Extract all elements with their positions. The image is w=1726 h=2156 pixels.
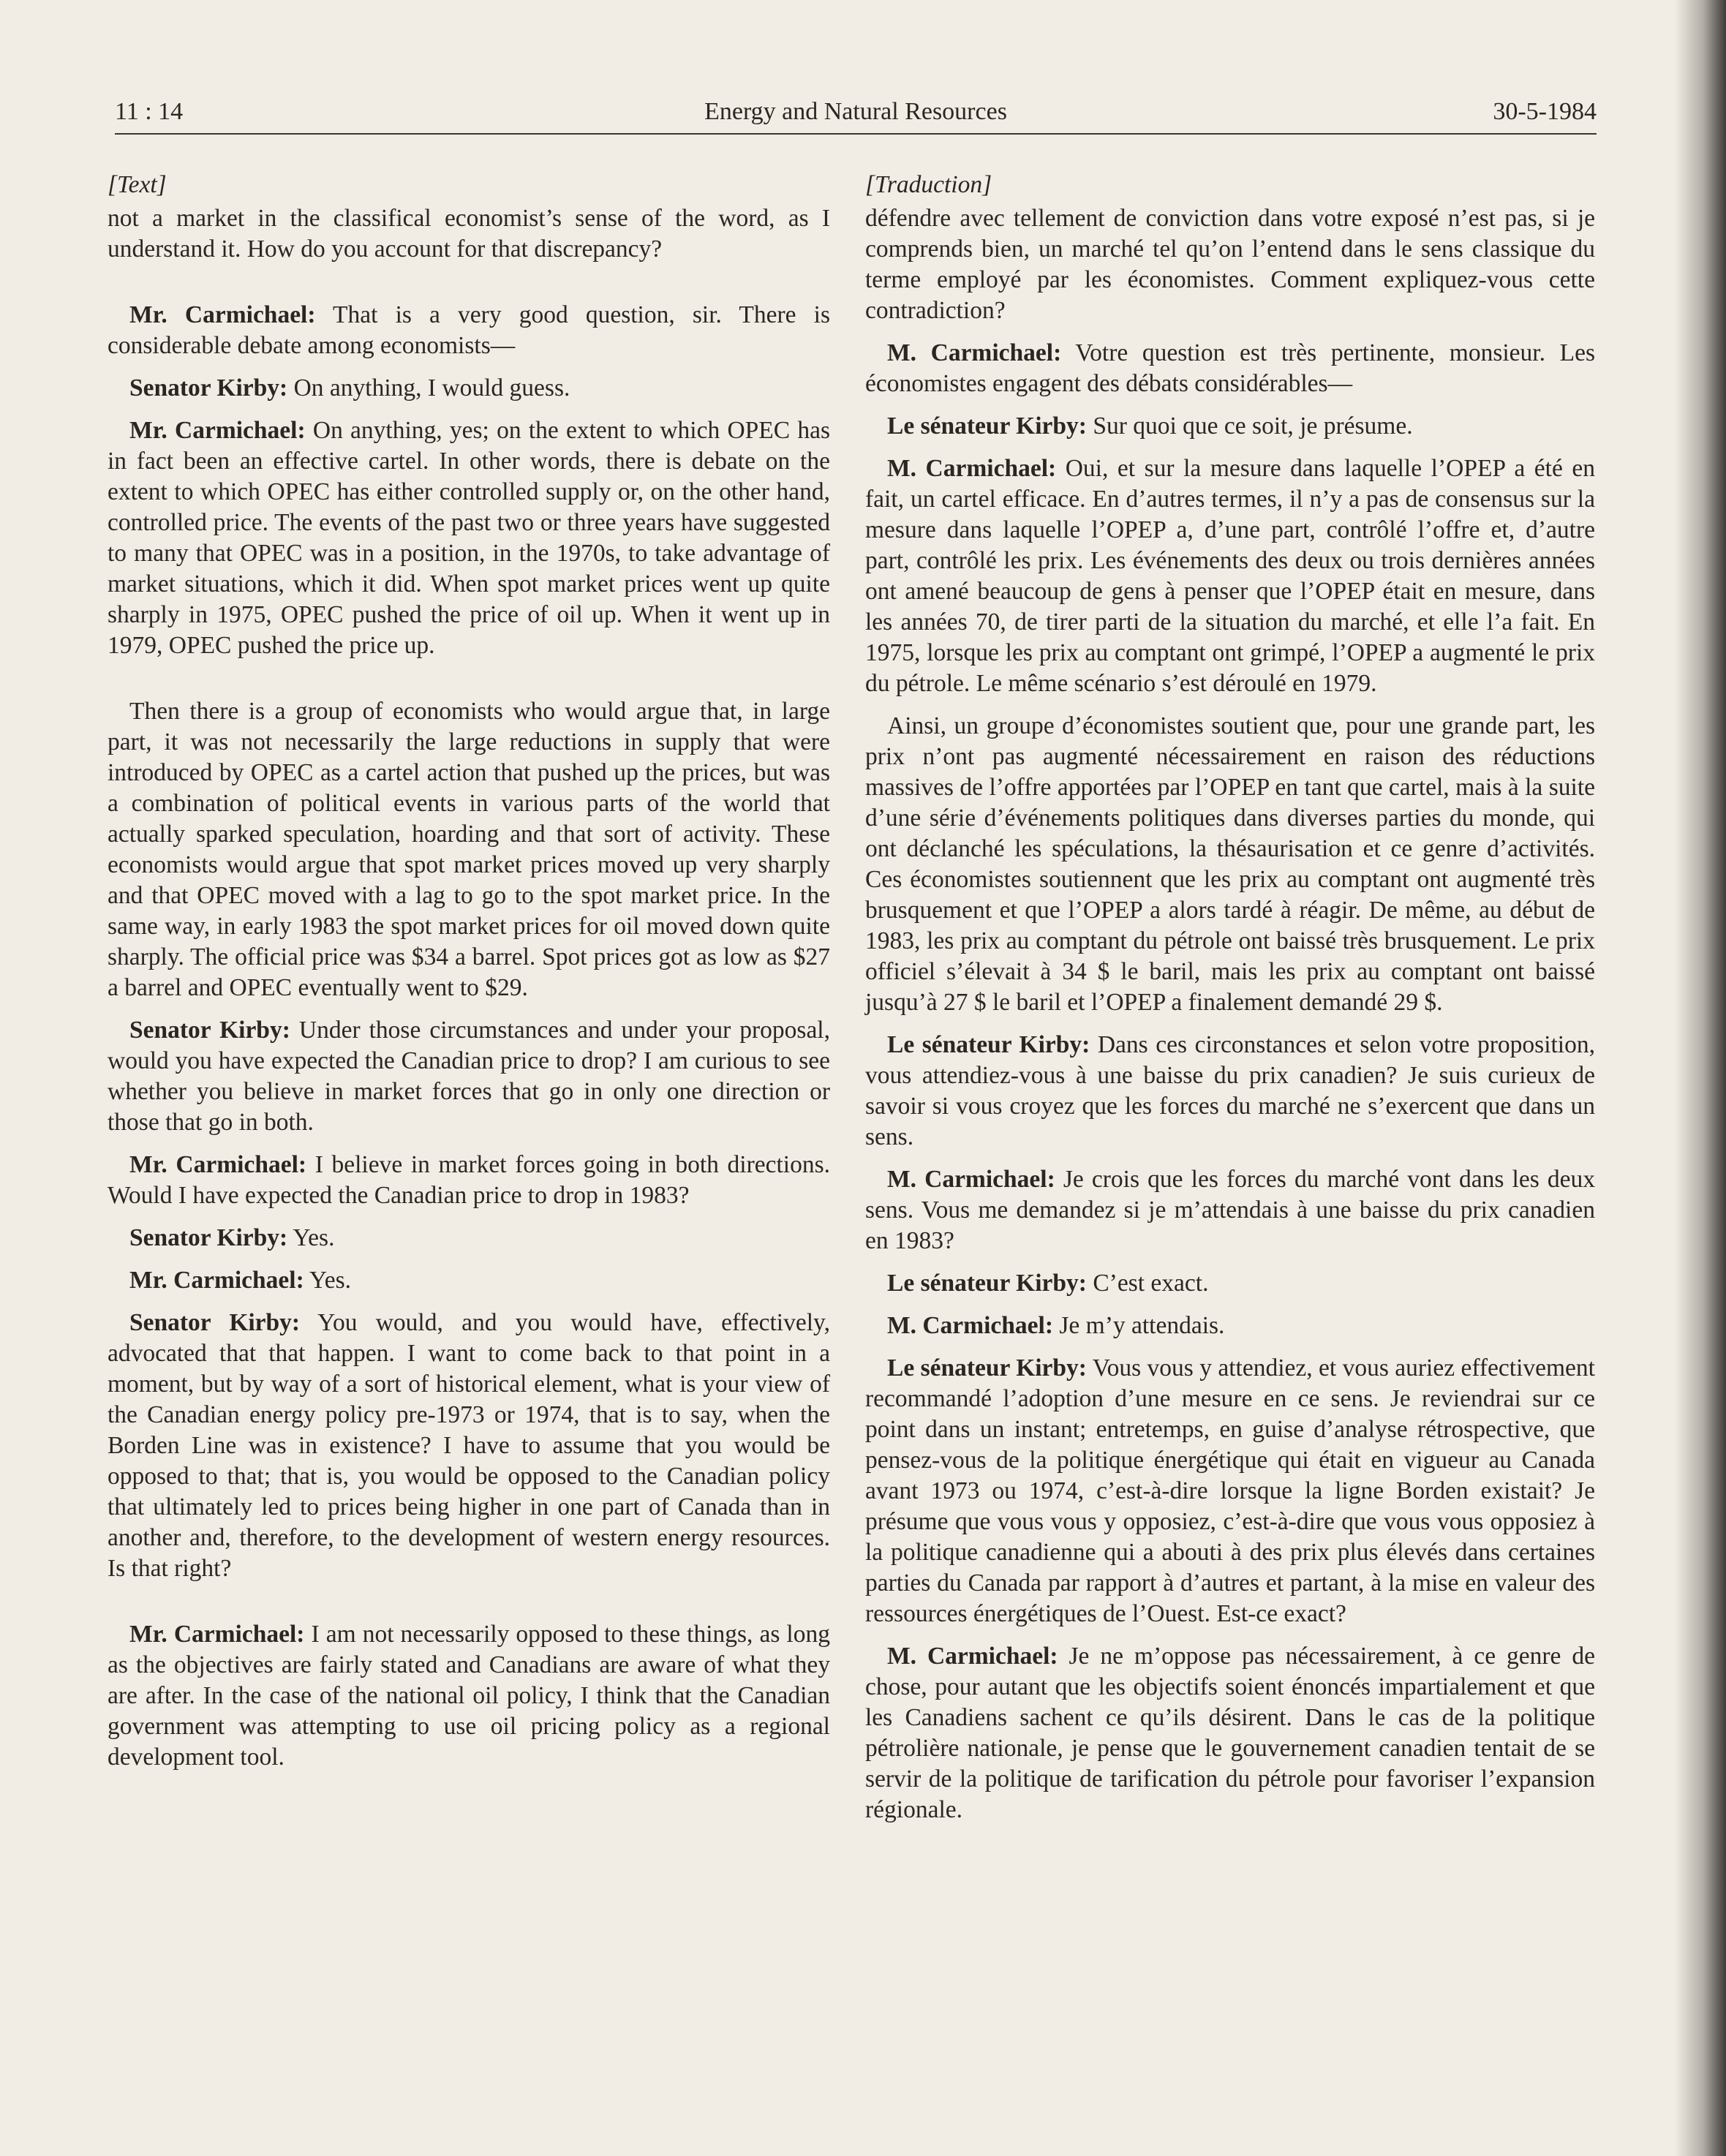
paragraph: Then there is a group of economists who would argue that, in large part, it was not necessarily the large reductions in supply that were introduced by OPEC as a cartel action that pushed up the prices, but was a combination of political events in various parts of the world that actually sparked speculation, hoarding and that sort of activity. These economists would argue that spot market prices moved up very sharply and that OPEC moved with a lag to go to the spot market price. In the same way, in early 1983 the spot market prices for oil moved down quite sharply. The official price was $34 a barrel. Spot prices got as low as $27 a barrel and OPEC eventually went to $29.	[108, 698, 830, 1001]
paragraph: Le sénateur Kirby: Sur quoi que ce soit, je présume.	[887, 412, 1413, 440]
speaker-name: Mr. Carmichael:	[129, 1151, 307, 1178]
paragraph: Le sénateur Kirby: Vous vous y attendiez, et vous auriez effectivement recommandé l’adoption d’une mesure en ce sens. Je reviendrai sur ce point dans un instant; entretemps, en guise d’analyse rétrospective, que pensez-vous de la politique énergétique qui était en vigueur au Canada avant 1973 ou 1974, c’est-à-dire lorsque la ligne Borden existait? Je présume que vous vous y opposiez, c’est-à-dire que vous vous opposiez à la politique canadienne qui a abouti à des prix plus élevés dans certaines parties du Canada par rapport à d’autres et partant, à la mise en valeur des ressources énergétiques de l’Ouest. Est-ce exact?	[865, 1354, 1595, 1627]
speaker-name: Le sénateur Kirby:	[887, 412, 1087, 440]
speaker-name: M. Carmichael:	[887, 1643, 1058, 1670]
speaker-name: Mr. Carmichael:	[129, 417, 306, 444]
paragraph: Le sénateur Kirby: C’est exact.	[887, 1270, 1209, 1297]
speaker-name: Senator Kirby:	[129, 1224, 288, 1251]
page-edge-shadow	[1675, 0, 1726, 2156]
speaker-name: Mr. Carmichael:	[129, 301, 316, 328]
french-column	[865, 170, 1595, 1837]
paragraph: M. Carmichael: Je ne m’oppose pas nécessairement, à ce genre de chose, pour autant que les objectifs soient énoncés impartialement et que les Canadiens sachent ce qu’ils désirent. Dans le cas de la politique pétrolière nationale, je pense que le gouvernement canadien tentait de se servir de la politique de tarification du pétrole pour favoriser l’expansion régionale.	[865, 1643, 1595, 1823]
paragraph: M. Carmichael: Oui, et sur la mesure dans laquelle l’OPEP a été en fait, un cartel efficace. En d’autres termes, il n’y a pas de consensus sur la mesure dans laquelle l’OPEP a, d’une part, contrôlé l’offre et, d’autre part, contrôlé les prix. Les événements des deux ou trois dernières années ont amené beaucoup de gens à penser que l’OPEP était en mesure, dans les années 70, de tirer parti de la situation du marché, et elle l’a fait. En 1975, lorsque les prix au comptant ont grimpé, l’OPEP a augmenté le prix du pétrole. Le même scénario s’est déroulé en 1979.	[865, 455, 1595, 697]
speaker-name: M. Carmichael:	[887, 339, 1062, 366]
paragraph: Senator Kirby: You would, and you would have, effectively, advocated that that happen. I want to come back to that point in a moment, but by way of a sort of historical element, what is your view of the Canadian energy policy pre-1973 or 1974, that is to say, when the Borden Line was in existence? I have to assume that you would be opposed to that; that is, you would be opposed to the Canadian policy that ultimately led to prices being higher in one part of Canada than in another and, therefore, to the development of western energy resources. Is that right?	[108, 1309, 830, 1582]
paragraph: Mr. Carmichael: That is a very good question, sir. There is considerable debate among economists—	[108, 301, 830, 359]
paragraph: M. Carmichael: Votre question est très pertinente, monsieur. Les économistes engagent des débats considérables—	[865, 339, 1595, 397]
page-header	[115, 94, 1597, 135]
speaker-name: Mr. Carmichael:	[129, 1621, 305, 1648]
paragraph: Senator Kirby: Under those circumstances and under your proposal, would you have expected the Canadian price to drop? I am curious to see whether you believe in market forces that go in only one direction or those that go in both.	[108, 1017, 830, 1136]
paragraph: not a market in the classifical economist’s sense of the word, as I understand it. How do you account for that discrepancy?	[108, 205, 830, 263]
speaker-name: M. Carmichael:	[887, 1312, 1053, 1339]
paragraph: Le sénateur Kirby: Dans ces circonstances et selon votre proposition, vous attendiez-vous à une baisse du prix canadien? Je suis curieux de savoir si vous croyez que les forces du marché ne s’exercent que dans un sens.	[865, 1031, 1595, 1150]
paragraph: Senator Kirby: On anything, I would guess.	[129, 374, 570, 402]
speaker-name: M. Carmichael:	[887, 455, 1057, 482]
speaker-name: Le sénateur Kirby:	[887, 1031, 1090, 1058]
paragraph: Mr. Carmichael: I believe in market forces going in both directions. Would I have expected the Canadian price to drop in 1983?	[108, 1151, 830, 1209]
speaker-name: Le sénateur Kirby:	[887, 1270, 1087, 1297]
page-date: 30-5-1984	[1493, 98, 1597, 125]
paragraph: M. Carmichael: Je crois que les forces du marché vont dans les deux sens. Vous me demandez si je m’attendais à une baisse du prix canadien en 1983?	[865, 1166, 1595, 1254]
speaker-name: Senator Kirby:	[129, 1309, 301, 1336]
paragraph: Senator Kirby: Yes.	[129, 1224, 335, 1251]
speaker-name: Senator Kirby:	[129, 374, 288, 402]
speaker-name: Senator Kirby:	[129, 1017, 290, 1044]
english-column	[108, 170, 830, 1784]
paragraph: Mr. Carmichael: I am not necessarily opposed to these things, as long as the objectives are fairly stated and Canadians are aware of what they are after. In the case of the national oil policy, I think that the Canadian government was attempting to use oil pricing policy as a regional development tool.	[108, 1621, 830, 1771]
text-tag: [Text]	[108, 171, 167, 198]
speaker-name: Mr. Carmichael:	[129, 1267, 304, 1294]
paragraph: M. Carmichael: Je m’y attendais.	[887, 1312, 1225, 1339]
speaker-name: M. Carmichael:	[887, 1166, 1055, 1193]
paragraph: défendre avec tellement de conviction dans votre exposé n’est pas, si je comprends bien, un marché tel qu’on l’entend dans le sens classique du terme employé par les économistes. Comment expliquez-vous cette contradiction?	[865, 205, 1595, 324]
page-number: 11 : 14	[115, 98, 184, 125]
speaker-name: Le sénateur Kirby:	[887, 1354, 1087, 1382]
page-title: Energy and Natural Resources	[704, 98, 1007, 125]
paragraph: Mr. Carmichael: Yes.	[129, 1267, 352, 1294]
traduction-tag: [Traduction]	[865, 171, 992, 198]
paragraph: Ainsi, un groupe d’économistes soutient que, pour une grande part, les prix n’ont pas augmenté nécessairement en raison des réductions massives de l’offre apportées par l’OPEP en tant que cartel, mais à la suite d’une série d’événements politiques dans diverses parties du monde, qui ont déclanché les spéculations, la thésaurisation et ce genre d’activités. Ces économistes soutiennent que les prix au comptant ont augmenté très brusquement et que l’OPEP a alors tardé à réagir. De même, au début de 1983, les prix au comptant du pétrole ont baissé très brusquement. Le prix officiel s’élevait à 34 $ le baril, mais les prix au comptant ont baissé jusqu’à 27 $ le baril et l’OPEP a finalement demandé 29 $.	[865, 712, 1595, 1016]
paragraph: Mr. Carmichael: On anything, yes; on the extent to which OPEC has in fact been an effective cartel. In other words, there is debate on the extent to which OPEC has either controlled supply or, on the other hand, controlled price. The events of the past two or three years have suggested to many that OPEC was in a position, in the 1970s, to take advantage of market situations, which it did. When spot market prices went up quite sharply in 1975, OPEC pushed the price of oil up. When it went up in 1979, OPEC pushed the price up.	[108, 417, 830, 659]
